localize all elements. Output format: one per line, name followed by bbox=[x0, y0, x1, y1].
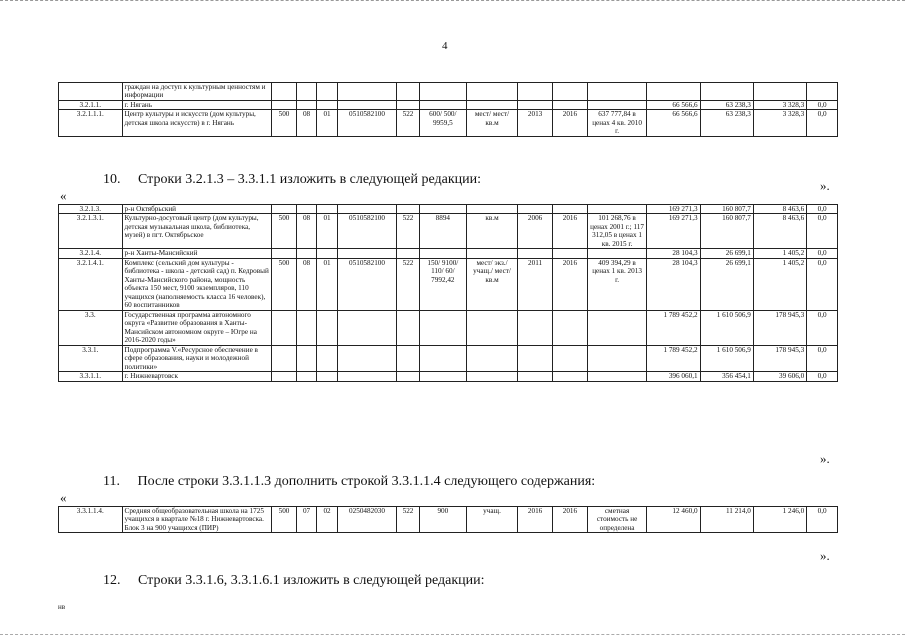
cell-v3: 39 606,0 bbox=[753, 372, 806, 381]
cell-v3: 8 463,6 bbox=[753, 214, 806, 249]
cell-v3 bbox=[753, 83, 806, 101]
cell-c1 bbox=[272, 100, 297, 109]
cell-name: р-н Ханты-Мансийский bbox=[122, 249, 272, 258]
cell-num: 3.2.1.3. bbox=[59, 205, 123, 214]
cell-c1 bbox=[272, 345, 297, 371]
cell-v1: 1 789 452,2 bbox=[647, 345, 700, 371]
cell-c2 bbox=[296, 100, 317, 109]
cell-c4 bbox=[337, 310, 396, 345]
cell-c3: 02 bbox=[317, 507, 338, 533]
cell-c5: 522 bbox=[397, 507, 420, 533]
cell-c5 bbox=[397, 83, 420, 101]
cell-name: граждан на доступ к культурным ценностям и информации bbox=[122, 83, 272, 101]
cell-v1: 396 060,1 bbox=[647, 372, 700, 381]
cell-num bbox=[59, 83, 123, 101]
cell-c10 bbox=[587, 249, 646, 258]
cell-c1: 500 bbox=[272, 214, 297, 249]
cell-c3 bbox=[317, 345, 338, 371]
cell-c8: 2016 bbox=[518, 507, 553, 533]
cell-name: Культурно-досуговый центр (дом культуры, детская музыкальная школа, библиотека, музей) в пгт. Октябрьское bbox=[122, 214, 272, 249]
cell-v3: 1 405,2 bbox=[753, 258, 806, 310]
cell-c4 bbox=[337, 83, 396, 101]
cell-c8: 2006 bbox=[518, 214, 553, 249]
cell-c7: мест/ мест/ кв.м bbox=[466, 110, 517, 136]
budget-table-replacement bbox=[58, 204, 838, 382]
section-12-number: 12. bbox=[103, 573, 121, 588]
cell-c6 bbox=[419, 372, 466, 381]
cell-v2 bbox=[700, 83, 753, 101]
cell-c6: 600/ 500/ 9959,5 bbox=[419, 110, 466, 136]
cell-c5: 522 bbox=[397, 110, 420, 136]
cell-v4: 0,0 bbox=[807, 214, 838, 249]
cell-c6 bbox=[419, 249, 466, 258]
cell-c9 bbox=[553, 345, 588, 371]
cell-v2: 63 238,3 bbox=[700, 100, 753, 109]
cell-v1: 66 566,6 bbox=[647, 100, 700, 109]
cell-v2: 63 238,3 bbox=[700, 110, 753, 136]
cell-c4 bbox=[337, 205, 396, 214]
cell-c1: 500 bbox=[272, 258, 297, 310]
table-row bbox=[59, 214, 838, 249]
cell-v2: 356 454,1 bbox=[700, 372, 753, 381]
cell-v4: 0,0 bbox=[807, 310, 838, 345]
cell-c8 bbox=[518, 372, 553, 381]
cell-c5: 522 bbox=[397, 258, 420, 310]
cell-name: р-н Октябрьский bbox=[122, 205, 272, 214]
budget-table-continued bbox=[58, 82, 838, 137]
opening-quote-2: « bbox=[60, 188, 67, 203]
cell-c3 bbox=[317, 83, 338, 101]
cell-c4: 0510582100 bbox=[337, 110, 396, 136]
cell-c6 bbox=[419, 205, 466, 214]
cell-v4: 0,0 bbox=[807, 258, 838, 310]
cell-v3: 8 463,6 bbox=[753, 205, 806, 214]
section-11-number: 11. bbox=[103, 474, 120, 489]
cell-c10: 409 394,29 в ценах 1 кв. 2013 г. bbox=[587, 258, 646, 310]
cell-c10: сметная стоимость не определена bbox=[587, 507, 646, 533]
cell-c7 bbox=[466, 310, 517, 345]
section-12-text: Строки 3.3.1.6, 3.3.1.6.1 изложить в следующей редакции: bbox=[138, 573, 485, 588]
table-row bbox=[59, 205, 838, 214]
cell-c8 bbox=[518, 100, 553, 109]
cell-name: г. Нижневартовск bbox=[122, 372, 272, 381]
cell-c6 bbox=[419, 310, 466, 345]
cell-c8 bbox=[518, 249, 553, 258]
cell-v1: 169 271,3 bbox=[647, 205, 700, 214]
cell-c7: учащ. bbox=[466, 507, 517, 533]
cell-v4: 0,0 bbox=[807, 110, 838, 136]
table-row bbox=[59, 110, 838, 136]
cell-c2 bbox=[296, 83, 317, 101]
cell-c2: 08 bbox=[296, 214, 317, 249]
cell-name: Средняя общеобразовательная школа на 1725 учащихся в квартале №18 г. Нижневартовска. Блок 3 на 900 учащихся (ПИР) bbox=[122, 507, 272, 533]
cell-c3: 01 bbox=[317, 214, 338, 249]
table-row bbox=[59, 507, 838, 533]
cell-c5 bbox=[397, 249, 420, 258]
cell-c9 bbox=[553, 310, 588, 345]
cell-num: 3.3. bbox=[59, 310, 123, 345]
cell-c5: 522 bbox=[397, 214, 420, 249]
cell-c3: 01 bbox=[317, 110, 338, 136]
cell-c5 bbox=[397, 345, 420, 371]
cell-c6: 150/ 9100/ 110/ 60/ 7992,42 bbox=[419, 258, 466, 310]
cell-c10 bbox=[587, 372, 646, 381]
cell-c4 bbox=[337, 372, 396, 381]
cell-name: Подпрограмма V.«Ресурсное обеспечение в сфере образования, науки и молодежной политики» bbox=[122, 345, 272, 371]
section-10-text: Строки 3.2.1.3 – 3.3.1.1 изложить в следующей редакции: bbox=[138, 172, 482, 187]
cell-c5 bbox=[397, 372, 420, 381]
cell-c2 bbox=[296, 372, 317, 381]
cell-v3: 1 405,2 bbox=[753, 249, 806, 258]
cell-name: Центр культуры и искусств (дом культуры, детская школа искусств) в г. Нягань bbox=[122, 110, 272, 136]
cell-c2: 08 bbox=[296, 258, 317, 310]
section-10-number: 10. bbox=[103, 172, 121, 187]
cell-c6: 8894 bbox=[419, 214, 466, 249]
page-number: 4 bbox=[442, 40, 448, 52]
cell-c10 bbox=[587, 345, 646, 371]
cell-c7 bbox=[466, 83, 517, 101]
cell-c9: 2016 bbox=[553, 258, 588, 310]
cell-v3: 178 945,3 bbox=[753, 345, 806, 371]
cell-c7 bbox=[466, 345, 517, 371]
cell-c4: 0510582100 bbox=[337, 214, 396, 249]
cell-c8 bbox=[518, 83, 553, 101]
cell-c5 bbox=[397, 205, 420, 214]
cell-c1 bbox=[272, 310, 297, 345]
cell-c1 bbox=[272, 249, 297, 258]
cell-c2 bbox=[296, 205, 317, 214]
cell-v1: 169 271,3 bbox=[647, 214, 700, 249]
cell-v3: 3 328,3 bbox=[753, 100, 806, 109]
cell-v3: 178 945,3 bbox=[753, 310, 806, 345]
cell-v2: 11 214,0 bbox=[700, 507, 753, 533]
cell-c8 bbox=[518, 205, 553, 214]
cell-v1: 66 566,6 bbox=[647, 110, 700, 136]
table-row bbox=[59, 372, 838, 381]
cell-num: 3.3.1. bbox=[59, 345, 123, 371]
cell-c1 bbox=[272, 205, 297, 214]
cell-num: 3.2.1.1. bbox=[59, 100, 123, 109]
cell-c6: 900 bbox=[419, 507, 466, 533]
cell-c1 bbox=[272, 372, 297, 381]
table-row bbox=[59, 83, 838, 101]
cell-c4 bbox=[337, 345, 396, 371]
table-row bbox=[59, 258, 838, 310]
cell-c7 bbox=[466, 100, 517, 109]
cell-v1: 28 104,3 bbox=[647, 249, 700, 258]
cell-num: 3.3.1.1.4. bbox=[59, 507, 123, 533]
cell-v2: 160 807,7 bbox=[700, 214, 753, 249]
cell-c2 bbox=[296, 249, 317, 258]
cell-c5 bbox=[397, 100, 420, 109]
cell-v3: 3 328,3 bbox=[753, 110, 806, 136]
cell-c2 bbox=[296, 345, 317, 371]
cell-c4: 0250482030 bbox=[337, 507, 396, 533]
cell-c10 bbox=[587, 205, 646, 214]
cell-c9 bbox=[553, 83, 588, 101]
cell-c7 bbox=[466, 205, 517, 214]
page-bottom-edge bbox=[0, 634, 905, 635]
cell-c4 bbox=[337, 249, 396, 258]
cell-c5 bbox=[397, 310, 420, 345]
cell-name: г. Нягань bbox=[122, 100, 272, 109]
cell-v1: 28 104,3 bbox=[647, 258, 700, 310]
cell-c8 bbox=[518, 345, 553, 371]
cell-v2: 1 610 506,9 bbox=[700, 345, 753, 371]
cell-v2: 160 807,7 bbox=[700, 205, 753, 214]
cell-v4: 0,0 bbox=[807, 372, 838, 381]
cell-c3: 01 bbox=[317, 258, 338, 310]
table-row bbox=[59, 310, 838, 345]
cell-v4: 0,0 bbox=[807, 345, 838, 371]
closing-quote-2: ». bbox=[820, 451, 830, 466]
cell-v3: 1 246,0 bbox=[753, 507, 806, 533]
cell-c3 bbox=[317, 372, 338, 381]
cell-c9: 2016 bbox=[553, 110, 588, 136]
cell-v1 bbox=[647, 83, 700, 101]
cell-c2: 08 bbox=[296, 110, 317, 136]
cell-c9 bbox=[553, 205, 588, 214]
cell-v4: 0,0 bbox=[807, 249, 838, 258]
cell-c6 bbox=[419, 83, 466, 101]
cell-name: Государственная программа автономного округа «Развитие образования в Ханты-Мансийском автономном округе – Югре на 2016-2020 годы» bbox=[122, 310, 272, 345]
cell-c6 bbox=[419, 100, 466, 109]
table-row bbox=[59, 100, 838, 109]
cell-v4: 0,0 bbox=[807, 205, 838, 214]
section-11-heading bbox=[103, 474, 595, 490]
cell-v2: 26 699,1 bbox=[700, 249, 753, 258]
footer-mark: нв bbox=[58, 603, 66, 611]
cell-c7: мест/ экз./ учащ./ мест/ кв.м bbox=[466, 258, 517, 310]
cell-c2 bbox=[296, 310, 317, 345]
cell-c1 bbox=[272, 83, 297, 101]
cell-v1: 12 460,0 bbox=[647, 507, 700, 533]
cell-c1: 500 bbox=[272, 110, 297, 136]
cell-num: 3.2.1.3.1. bbox=[59, 214, 123, 249]
cell-c9 bbox=[553, 100, 588, 109]
cell-v4: 0,0 bbox=[807, 100, 838, 109]
cell-name: Комплекс (сельский дом культуры - библиотека - школа - детский сад) п. Кедровый Ханты-Мансийского района, мощность объекта 150 мест, 9100 экземпляров, 110 учащихся (наполняемость класса 16 человек), 60 воспитанников bbox=[122, 258, 272, 310]
cell-c8: 2013 bbox=[518, 110, 553, 136]
closing-quote-3: ». bbox=[820, 548, 830, 563]
closing-quote-1: ». bbox=[820, 178, 830, 193]
cell-c9 bbox=[553, 372, 588, 381]
cell-c3 bbox=[317, 249, 338, 258]
section-10-heading bbox=[103, 172, 481, 188]
cell-num: 3.2.1.4. bbox=[59, 249, 123, 258]
cell-c9 bbox=[553, 249, 588, 258]
cell-num: 3.2.1.1.1. bbox=[59, 110, 123, 136]
cell-c8: 2011 bbox=[518, 258, 553, 310]
cell-v2: 26 699,1 bbox=[700, 258, 753, 310]
cell-c9: 2016 bbox=[553, 214, 588, 249]
cell-c10 bbox=[587, 310, 646, 345]
cell-c3 bbox=[317, 310, 338, 345]
budget-table-addition bbox=[58, 506, 838, 533]
cell-v1: 1 789 452,2 bbox=[647, 310, 700, 345]
cell-v2: 1 610 506,9 bbox=[700, 310, 753, 345]
cell-c4: 0510582100 bbox=[337, 258, 396, 310]
cell-c10 bbox=[587, 100, 646, 109]
cell-c10 bbox=[587, 83, 646, 101]
cell-c2: 07 bbox=[296, 507, 317, 533]
page-top-edge bbox=[0, 0, 905, 3]
cell-c10: 101 268,76 в ценах 2001 г.; 117 312,05 в ценах 1 кв. 2015 г. bbox=[587, 214, 646, 249]
cell-c7 bbox=[466, 249, 517, 258]
table-row bbox=[59, 249, 838, 258]
table-row bbox=[59, 345, 838, 371]
cell-v4: 0,0 bbox=[807, 507, 838, 533]
opening-quote-3: « bbox=[60, 490, 67, 505]
section-12-heading bbox=[103, 573, 485, 589]
cell-c9: 2016 bbox=[553, 507, 588, 533]
cell-num: 3.2.1.4.1. bbox=[59, 258, 123, 310]
cell-c8 bbox=[518, 310, 553, 345]
cell-c3 bbox=[317, 100, 338, 109]
cell-c3 bbox=[317, 205, 338, 214]
cell-c6 bbox=[419, 345, 466, 371]
section-11-text: После строки 3.3.1.1.3 дополнить строкой 3.3.1.1.4 следующего содержания: bbox=[137, 474, 596, 489]
cell-c1: 500 bbox=[272, 507, 297, 533]
cell-c10: 637 777,84 в ценах 4 кв. 2010 г. bbox=[587, 110, 646, 136]
cell-c4 bbox=[337, 100, 396, 109]
cell-c7 bbox=[466, 372, 517, 381]
cell-v4 bbox=[807, 83, 838, 101]
cell-c7: кв.м bbox=[466, 214, 517, 249]
cell-num: 3.3.1.1. bbox=[59, 372, 123, 381]
